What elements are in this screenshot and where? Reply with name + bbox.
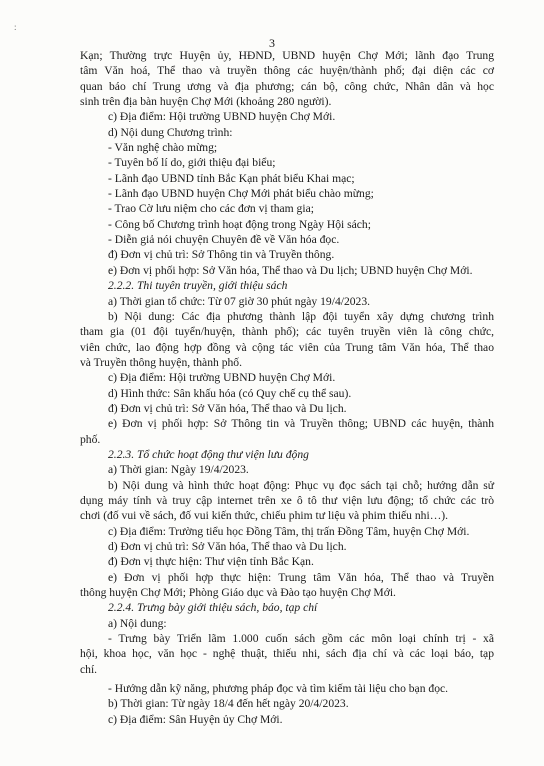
text-line: c) Địa điểm: Trường tiểu học Đồng Tâm, thị trấn Đồng Tâm, huyện Chợ Mới.	[108, 524, 470, 538]
text-line: a) Thời gian: Ngày 19/4/2023.	[108, 463, 249, 477]
text-line: đ) Đơn vị chủ trì: Sở Thông tin và Truyền thông.	[108, 248, 335, 262]
section-heading: 2.2.2. Thi tuyên truyền, giới thiệu sách	[108, 279, 288, 293]
text-line: - Văn nghệ chào mừng;	[108, 141, 218, 155]
text-line: - Lãnh đạo UBND tỉnh Bắc Kạn phát biểu Khai mạc;	[108, 171, 355, 185]
text-line: - Tuyên bố lí do, giới thiệu đại biểu;	[108, 156, 276, 170]
text-line: - Trưng bày Triển lãm 1.000 cuốn sách gồm các môn loại chính trị - xã	[108, 632, 494, 646]
text-line: b) Nội dung và hình thức hoạt động: Phục vụ đọc sách tại chỗ; hướng dẫn sử	[108, 478, 494, 492]
text-line: thông huyện Chợ Mới; Phòng Giáo dục và Đào tạo huyện Chợ Mới.	[80, 586, 396, 600]
text-line: d) Hình thức: Sân khấu hóa (có Quy chế cụ thể sau).	[108, 386, 352, 400]
text-line: - Lãnh đạo UBND huyện Chợ Mới phát biểu chào mừng;	[108, 187, 374, 201]
text-line: tham gia (01 đội tuyển/huyện, thành phố); các tuyên truyền viên là công chức,	[80, 325, 494, 339]
document-body	[80, 48, 494, 727]
text-line: chí.	[80, 662, 98, 676]
text-line: Kạn; Thường trực Huyện ủy, HĐND, UBND huyện Chợ Mới; lãnh đạo Trung	[80, 49, 494, 62]
page-number: 3	[269, 36, 275, 50]
text-line: - Hướng dẫn kỹ năng, phương pháp đọc và tìm kiếm tài liệu cho bạn đọc.	[108, 682, 449, 696]
text-line: - Công bố Chương trình hoạt động trong Ngày Hội sách;	[108, 217, 371, 231]
text-line: hội, khoa học, văn học - nghệ thuật, thiếu nhi, sách địa chí và các loại báo, tạp	[80, 647, 494, 661]
text-line: phố.	[80, 432, 101, 446]
text-line: sinh trên địa bàn huyện Chợ Mới (khoảng 280 người).	[80, 95, 332, 109]
text-line: d) Đơn vị chủ trì: Sở Văn hóa, Thể thao và Du lịch.	[108, 540, 347, 553]
text-line: b) Thời gian: Từ ngày 18/4 đến hết ngày 20/4/2023.	[108, 697, 349, 711]
text-line: b) Nội dung: Các địa phương thành lập đội tuyển xây dựng chương trình	[108, 309, 494, 323]
text-line: quan báo chí Trung ương và địa phương; cán bộ, công chức, Nhân dân và học	[80, 79, 494, 93]
text-line: d) Nội dung Chương trình:	[108, 125, 233, 139]
text-line: viên chức, lao động hợp đồng và cộng tác viên của Trung tâm Văn hóa, Thể thao	[80, 340, 494, 354]
text-line: e) Đơn vị phối hợp: Sở Thông tin và Truyền thông; UBND các huyện, thành	[108, 417, 494, 431]
text-line: và Truyền thông huyện, thành phố.	[80, 355, 242, 369]
text-line: e) Đơn vị phối hợp thực hiện: Trung tâm Văn hóa, Thể thao và Truyền	[108, 570, 494, 584]
text-line: chơi (đố vui về sách, đố vui kiến thức, chiếu phim tư liệu và phim thiếu nhi…).	[80, 509, 449, 523]
section-heading: 2.2.3. Tổ chức hoạt động thư viện lưu động	[108, 447, 309, 461]
text-line: dụng máy tính và truy cập internet trên xe ô tô thư viện lưu động; tổ chức các trò	[80, 493, 494, 507]
text-line: e) Đơn vị phối hợp: Sở Văn hóa, Thể thao và Du lịch; UBND huyện Chợ Mới.	[108, 263, 473, 277]
text-line: đ) Đơn vị thực hiện: Thư viện tỉnh Bắc Kạn.	[108, 555, 314, 569]
text-line: a) Nội dung:	[108, 616, 167, 630]
text-line: - Diễn giả nói chuyện Chuyên đề về Văn hóa đọc.	[108, 233, 340, 247]
text-line: c) Địa điểm: Sân Huyện ủy Chợ Mới.	[108, 712, 283, 726]
text-line: tâm Văn hoá, Thể thao và truyền thông các huyện/thành phố; đại diện các cơ	[80, 64, 494, 78]
text-line: - Trao Cờ lưu niệm cho các đơn vị tham gia;	[108, 202, 314, 216]
margin-mark: :	[14, 22, 17, 32]
text-line: c) Địa điểm: Hội trường UBND huyện Chợ Mới.	[108, 110, 336, 124]
text-line: c) Địa điểm: Hội trường UBND huyện Chợ Mới.	[108, 371, 336, 385]
section-heading: 2.2.4. Trưng bày giới thiệu sách, báo, tạp chí	[108, 601, 318, 615]
text-line: đ) Đơn vị chủ trì: Sở Văn hóa, Thể thao và Du lịch.	[108, 401, 347, 415]
text-line: a) Thời gian tổ chức: Từ 07 giờ 30 phút ngày 19/4/2023.	[108, 294, 371, 308]
